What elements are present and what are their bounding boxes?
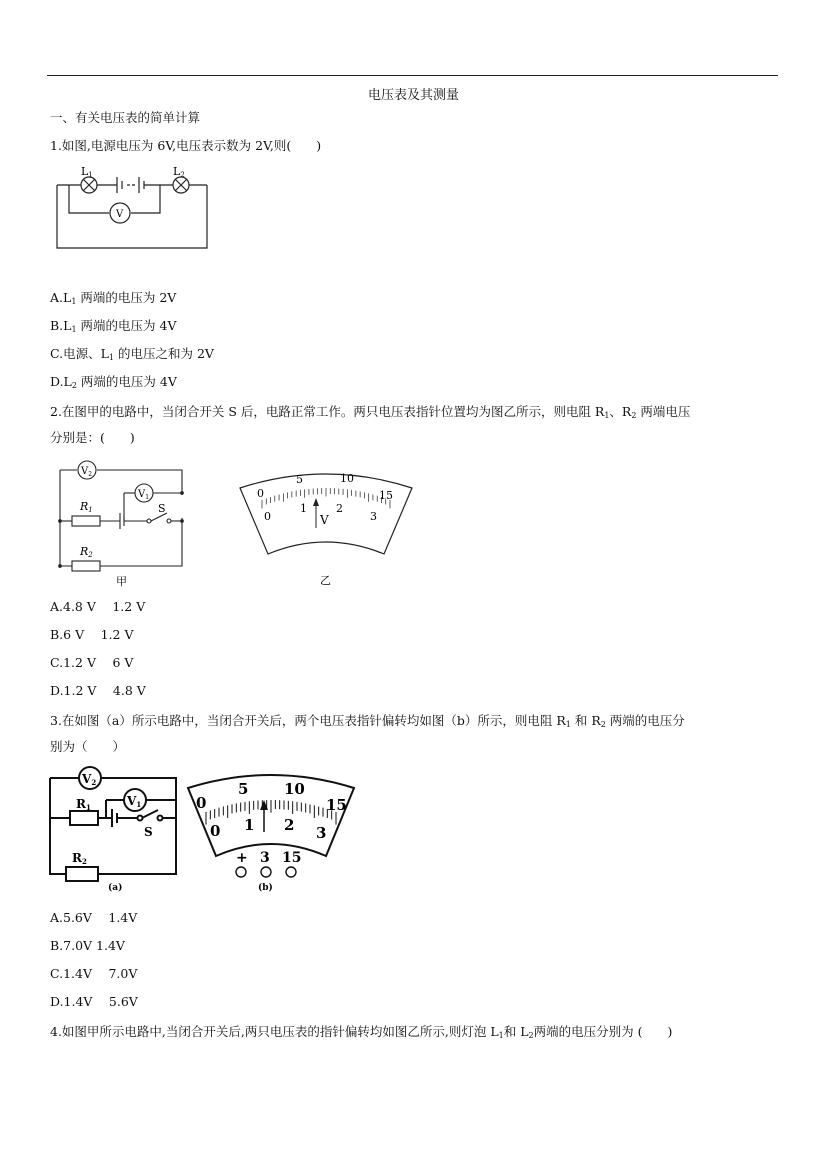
q2-dial-bottom-0: 0 (264, 510, 271, 523)
q3-dial-top-5: 5 (238, 780, 249, 798)
q2-r2-label: R2 (80, 545, 93, 559)
page-title: 电压表及其测量 (367, 88, 459, 103)
q2-dial-bottom-2: 2 (336, 502, 343, 515)
q2-v2-label: $V_2$ (81, 466, 93, 478)
section-heading: 一、有关电压表的简单计算 (50, 110, 201, 125)
q1-l1-label: L1 (81, 165, 93, 179)
q2-dial-unit: V (320, 513, 329, 527)
q4-stem: 4.如图甲所示电路中,当闭合开关后,两只电压表的指针偏转均如图乙所示,则灯泡 $L_1$和 $L_2$两端的电压分别为 ( ) (50, 1024, 673, 1040)
q2-dial-top-0: 0 (257, 487, 264, 500)
q3-dial-bottom-1: 1 (244, 816, 255, 834)
q3-circuit-diagram (46, 766, 186, 894)
q2-stem-line2: 分别是：( ) (50, 430, 135, 445)
q3-terminal-3: 3 (260, 850, 270, 866)
q2-option-a: A.4.8 V 1.2 V (50, 599, 146, 614)
q3-caption-b: (b) (258, 883, 273, 893)
q1-circuit-diagram (55, 163, 215, 253)
q2-dial-top-15: 15 (379, 489, 393, 502)
q3-dial-top-15: 15 (326, 796, 347, 814)
q2-dial-top-5: 5 (296, 473, 303, 486)
q2-option-c: C.1.2 V 6 V (50, 655, 134, 670)
q3-option-d: D.1.4V 5.6V (50, 994, 138, 1009)
q2-option-d: D.1.2 V 4.8 V (50, 683, 146, 698)
q2-r1-label: R1 (80, 500, 93, 514)
q3-terminal-plus: + (236, 850, 248, 866)
q1-l2-label: L2 (173, 165, 185, 179)
q3-r1-label: R1 (76, 797, 91, 812)
q3-dial-bottom-2: 2 (284, 816, 295, 834)
q2-caption-a: 甲 (116, 575, 127, 588)
q3-voltmeter-dial (184, 772, 359, 894)
q1-option-a: $A.L_1$ 两端的电压为 2V (50, 290, 177, 306)
q3-dial-top-10: 10 (284, 780, 305, 798)
q3-dial-top-0: 0 (196, 794, 207, 812)
q1-voltmeter-label: V (116, 209, 124, 220)
q1-option-b: $B.L_1$ 两端的电压为 4V (50, 318, 177, 334)
q3-terminal-15: 15 (282, 850, 302, 866)
q2-circuit-diagram (52, 458, 192, 590)
q3-v2-label: V2 (82, 772, 97, 787)
q2-switch-label: S (158, 502, 166, 515)
q3-option-a: A.5.6V 1.4V (50, 910, 138, 925)
q3-stem-line2: 别为（ ） (50, 739, 126, 754)
q2-voltmeter-dial (236, 468, 416, 592)
q2-option-b: B.6 V 1.2 V (50, 627, 134, 642)
q3-caption-a: (a) (108, 883, 123, 893)
q2-dial-bottom-1: 1 (300, 502, 307, 515)
header-rule (47, 75, 778, 76)
q2-stem-line1: 2.在图甲的电路中，当闭合开关 S 后，电路正常工作。两只电压表指针位置均为图乙所示，则电阻 $R_1$、$R_2$ 两端电压 (50, 404, 691, 420)
q1-option-c: C.电源、$L_1$ 的电压之和为 2V (50, 346, 214, 362)
q3-option-c: C.1.4V 7.0V (50, 966, 138, 981)
q2-v1-label: $V_1$ (138, 489, 150, 501)
q3-v1-label: V1 (127, 794, 142, 809)
q3-dial-bottom-3: 3 (316, 824, 327, 842)
q3-r2-label: R2 (72, 851, 87, 866)
q3-switch-label: S (144, 825, 153, 839)
q2-dial-bottom-3: 3 (370, 510, 377, 523)
q1-stem: 1.如图,电源电压为 6V,电压表示数为 2V,则( ) (50, 138, 322, 153)
q2-caption-b: 乙 (320, 574, 331, 587)
q1-option-d: $D.L_2$ 两端的电压为 4V (50, 374, 177, 390)
q3-dial-bottom-0: 0 (210, 822, 221, 840)
q2-dial-top-10: 10 (340, 472, 354, 485)
q3-stem-line1: 3.在如图（a）所示电路中，当闭合开关后，两个电压表指针偏转均如图（b）所示，则电阻 $R_1$ 和 $R_2$ 两端的电压分 (50, 713, 685, 729)
q3-option-b: B.7.0V 1.4V (50, 938, 125, 953)
